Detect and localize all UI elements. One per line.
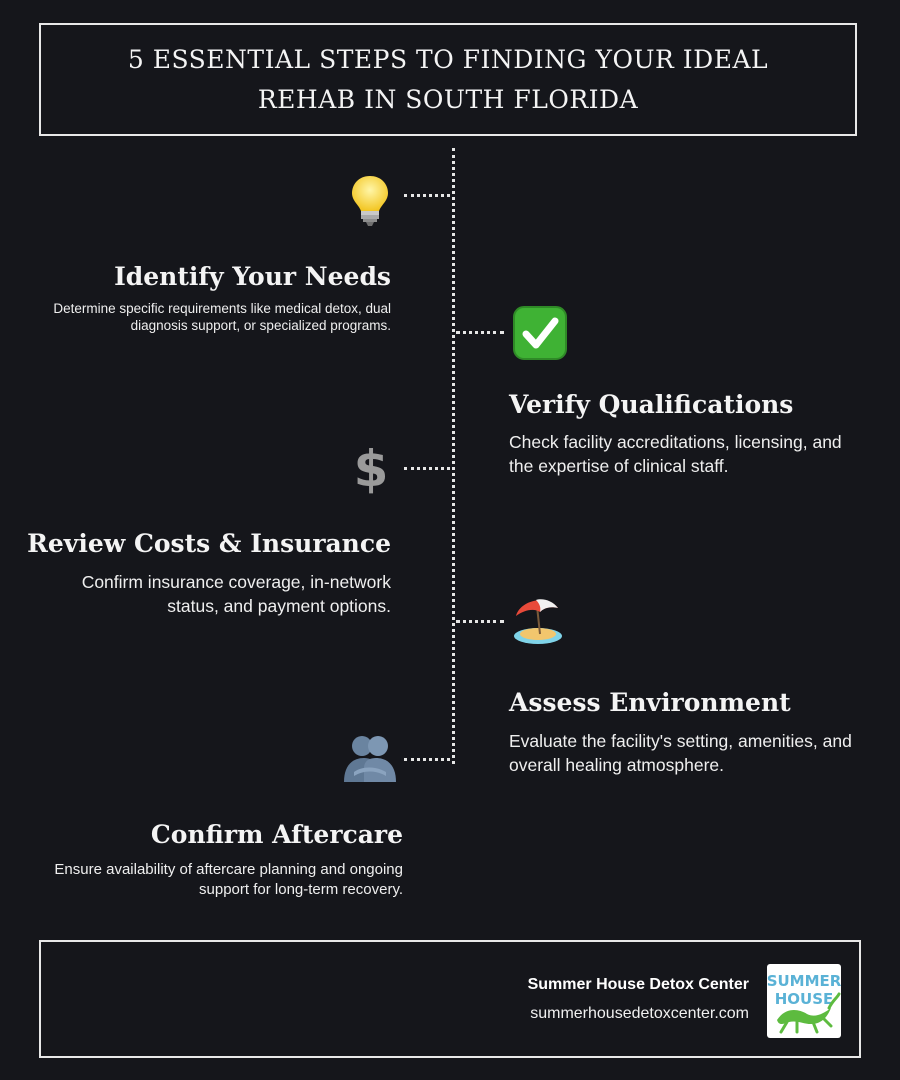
step-description: Evaluate the facility's setting, amenities, and overall healing atmosphere. [509, 731, 852, 775]
step-title: Review Costs & Insurance [27, 529, 391, 558]
footer [39, 940, 861, 1058]
step-title: Confirm Aftercare [150, 820, 403, 849]
page-title: 5 ESSENTIAL STEPS TO FINDING YOUR IDEAL REHAB IN SOUTH FLORIDA [127, 44, 769, 114]
people-hugging-icon [342, 732, 398, 784]
connector-dots [456, 620, 504, 623]
step-title: Verify Qualifications [509, 390, 794, 419]
step-description: Determine specific requirements like medical detox, dual diagnosis support, or specialized programs. [53, 301, 391, 333]
dollar-sign-icon [346, 442, 396, 496]
step-description: Check facility accreditations, licensing, and the expertise of clinical staff. [509, 432, 842, 476]
svg-text:HOUSE: HOUSE [774, 990, 834, 1008]
svg-text:SUMMER: SUMMER [767, 972, 841, 990]
connector-dots [404, 194, 450, 197]
check-mark-icon [512, 305, 568, 361]
brand-name: Summer House Detox Center [527, 976, 749, 993]
connector-dots [404, 758, 450, 761]
beach-umbrella-icon [510, 592, 566, 648]
step-title: Assess Environment [509, 688, 791, 717]
svg-text:$: $ [353, 442, 389, 496]
lightbulb-icon [342, 172, 398, 228]
step-title: Identify Your Needs [114, 262, 391, 291]
connector-dots [404, 467, 450, 470]
step-description: Confirm insurance coverage, in-network status, and payment options. [81, 572, 391, 616]
step-description: Ensure availability of aftercare planning and ongoing support for long-term recovery. [54, 861, 403, 898]
brand-logo [767, 964, 841, 1038]
connector-dots [456, 331, 504, 334]
title-banner [39, 23, 857, 136]
timeline-line [452, 148, 455, 764]
brand-url[interactable]: summerhousedetoxcenter.com [530, 1005, 749, 1022]
lizard-logo-icon [767, 964, 841, 1038]
